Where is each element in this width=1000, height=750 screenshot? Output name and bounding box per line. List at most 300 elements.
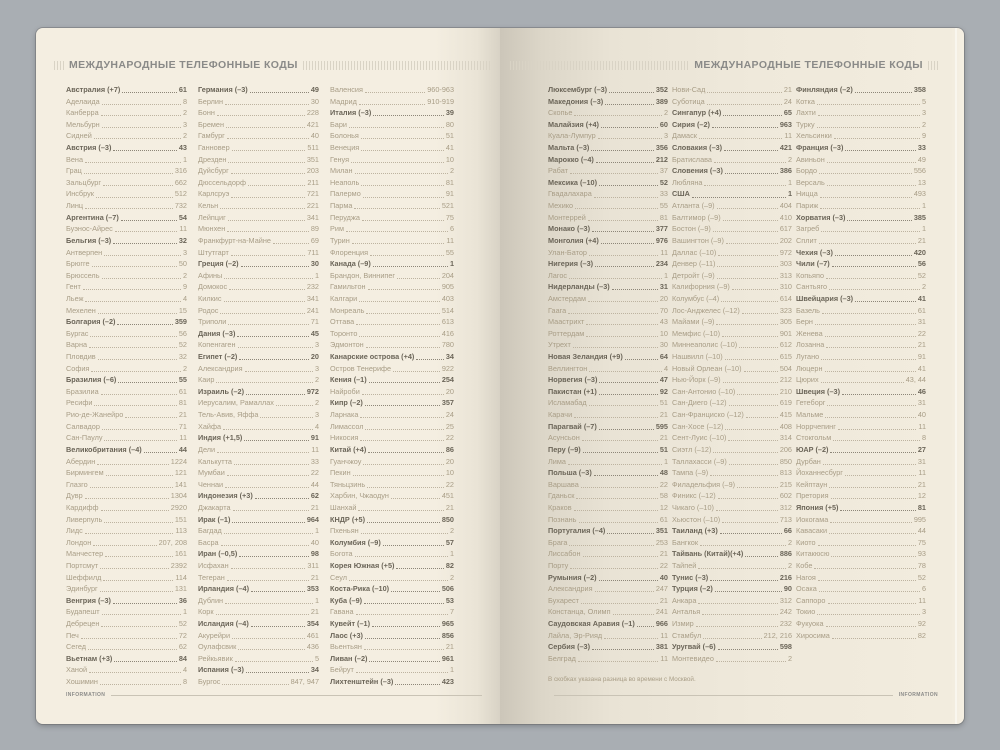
dotted-leader bbox=[365, 397, 440, 406]
entry-code-value: 12 bbox=[659, 502, 668, 512]
entry-name: Осака bbox=[796, 584, 817, 594]
entry-code-value: 910-919 bbox=[427, 96, 454, 106]
dotted-leader bbox=[101, 618, 176, 627]
dotted-leader bbox=[94, 130, 181, 139]
city-code-row bbox=[330, 641, 454, 653]
country-code-row bbox=[548, 641, 668, 653]
entry-name: Тегеран bbox=[198, 572, 225, 582]
code-column bbox=[66, 84, 187, 688]
entry-code-value: 4 bbox=[182, 665, 187, 675]
city-code-row bbox=[330, 339, 454, 351]
entry-code-value: 619 bbox=[779, 398, 792, 408]
dotted-leader bbox=[742, 305, 778, 314]
entry-code-value: 22 bbox=[445, 433, 454, 443]
entry-name: Австралия (+7) bbox=[66, 85, 121, 94]
entry-code-value: 614 bbox=[779, 293, 792, 303]
entry-code-value: 595 bbox=[655, 421, 668, 431]
city-code-row bbox=[198, 142, 319, 154]
dotted-leader bbox=[362, 212, 444, 221]
entry-name: Токио bbox=[796, 607, 816, 617]
entry-code-value: 10 bbox=[445, 468, 454, 478]
entry-code-value: 1 bbox=[449, 259, 454, 269]
dotted-leader bbox=[355, 165, 448, 174]
entry-name: Индия (+1,5) bbox=[198, 433, 243, 443]
city-code-row bbox=[548, 432, 668, 444]
dotted-leader bbox=[845, 142, 915, 151]
city-code-row bbox=[66, 572, 187, 584]
dotted-leader bbox=[718, 247, 778, 256]
entry-name: Калифорния (–9) bbox=[672, 282, 730, 292]
dotted-leader bbox=[365, 84, 425, 93]
codes-columns bbox=[548, 84, 926, 664]
entry-name: Вашингтон (–9) bbox=[672, 235, 724, 245]
city-code-row bbox=[198, 177, 319, 189]
country-code-row bbox=[548, 386, 668, 398]
dotted-leader bbox=[102, 96, 181, 105]
entry-name: Инсбрук bbox=[66, 189, 94, 199]
entry-code-value: 75 bbox=[445, 212, 454, 222]
entry-name: Ченнаи bbox=[198, 479, 224, 489]
city-code-row bbox=[66, 630, 187, 642]
city-code-row bbox=[548, 653, 668, 665]
entry-name: Новая Зеландия (+9) bbox=[548, 352, 623, 362]
dotted-leader bbox=[718, 641, 778, 650]
city-code-row bbox=[672, 328, 792, 340]
dotted-leader bbox=[568, 305, 658, 314]
city-code-row bbox=[66, 421, 187, 433]
entry-name: Дувр bbox=[66, 491, 83, 501]
entry-name: Перуджа bbox=[330, 212, 360, 222]
dotted-leader bbox=[100, 560, 169, 569]
entry-code-value: 241 bbox=[306, 305, 319, 315]
dotted-leader bbox=[820, 188, 912, 197]
entry-code-value: 34 bbox=[310, 665, 319, 675]
dotted-leader bbox=[85, 200, 173, 209]
entry-name: Амстердам bbox=[548, 293, 587, 303]
city-code-row bbox=[198, 305, 319, 317]
city-code-row bbox=[198, 247, 319, 259]
dotted-leader bbox=[725, 421, 777, 430]
city-code-row bbox=[198, 165, 319, 177]
entry-code-value: 58 bbox=[659, 491, 668, 501]
entry-name: Варна bbox=[66, 340, 88, 350]
entry-name: Познань bbox=[548, 514, 577, 524]
country-code-row bbox=[66, 142, 187, 154]
city-code-row bbox=[796, 188, 926, 200]
dotted-leader bbox=[85, 154, 181, 163]
city-code-row bbox=[548, 339, 668, 351]
entry-name: Сидней bbox=[66, 131, 92, 141]
country-code-row bbox=[672, 525, 792, 537]
page-title: МЕЖДУНАРОДНЫЕ ТЕЛЕФОННЫЕ КОДЫ bbox=[69, 59, 298, 71]
dotted-leader bbox=[81, 630, 177, 639]
entry-code-value: 24 bbox=[783, 96, 792, 106]
city-code-row bbox=[672, 305, 792, 317]
country-code-row bbox=[548, 154, 668, 166]
city-code-row bbox=[796, 479, 926, 491]
entry-name: Зальцбург bbox=[66, 177, 102, 187]
dotted-leader bbox=[825, 363, 916, 372]
dotted-leader bbox=[827, 397, 915, 406]
dotted-leader bbox=[396, 560, 443, 569]
entry-name: Кения (–1) bbox=[330, 375, 367, 385]
country-code-row bbox=[548, 84, 668, 96]
entry-name: Кейптаун bbox=[796, 479, 828, 489]
city-code-row bbox=[796, 96, 926, 108]
dotted-leader bbox=[598, 130, 662, 139]
dotted-leader bbox=[228, 212, 305, 221]
entry-code-value: 113 bbox=[175, 526, 187, 536]
dotted-leader bbox=[818, 537, 916, 546]
entry-name: Кувейт (–1) bbox=[330, 619, 371, 629]
dotted-leader bbox=[222, 676, 288, 685]
city-code-row bbox=[672, 223, 792, 235]
dotted-leader bbox=[605, 96, 654, 105]
entry-name: Рейкьявик bbox=[198, 653, 233, 663]
city-code-row bbox=[330, 119, 454, 131]
country-code-row bbox=[672, 641, 792, 653]
entry-name: Перу (–9) bbox=[548, 444, 581, 454]
dotted-leader bbox=[604, 630, 658, 639]
entry-code-value: 2 bbox=[449, 526, 454, 536]
city-code-row bbox=[66, 548, 187, 560]
country-code-row bbox=[330, 514, 454, 526]
entry-code-value: 5 bbox=[921, 96, 926, 106]
entry-code-value: 1 bbox=[787, 177, 792, 187]
dotted-leader bbox=[93, 537, 156, 546]
country-code-row bbox=[66, 595, 187, 607]
dotted-leader bbox=[581, 479, 658, 488]
city-code-row bbox=[66, 96, 187, 108]
entry-name: Венгрия (–3) bbox=[66, 595, 111, 605]
city-code-row bbox=[672, 409, 792, 421]
city-code-row bbox=[330, 223, 454, 235]
dotted-leader bbox=[220, 305, 304, 314]
dotted-leader bbox=[368, 444, 444, 453]
city-code-row bbox=[548, 270, 668, 282]
entry-name: Претория bbox=[796, 491, 829, 501]
entry-name: Александрия bbox=[548, 584, 593, 594]
dotted-leader bbox=[225, 595, 313, 604]
dotted-leader bbox=[356, 316, 440, 325]
dotted-leader bbox=[223, 421, 313, 430]
dotted-leader bbox=[739, 339, 778, 348]
entry-name: Бангкок bbox=[672, 537, 699, 547]
footer-label: INFORMATION bbox=[898, 692, 938, 698]
dotted-leader bbox=[238, 641, 305, 650]
city-code-row bbox=[66, 223, 187, 235]
dotted-leader bbox=[217, 444, 309, 453]
entry-name: Вьетнам (+3) bbox=[66, 653, 113, 663]
entry-code-value: 32 bbox=[178, 352, 187, 362]
dotted-leader bbox=[596, 154, 654, 163]
entry-code-value: 964 bbox=[306, 514, 319, 524]
entry-code-value: 2392 bbox=[170, 560, 187, 570]
entry-code-value: 52 bbox=[178, 340, 187, 350]
dotted-leader bbox=[217, 107, 305, 116]
city-code-row bbox=[548, 363, 668, 375]
entry-name: Финикс (–12) bbox=[672, 491, 716, 501]
entry-code-value: 61 bbox=[178, 85, 187, 94]
entry-code-value: 1 bbox=[449, 665, 454, 675]
city-code-row bbox=[796, 606, 926, 618]
dotted-leader bbox=[370, 247, 444, 256]
entry-name: Вьентьян bbox=[330, 642, 362, 652]
city-code-row bbox=[796, 223, 926, 235]
dotted-leader bbox=[827, 177, 916, 186]
entry-name: Новый Орлеан (–10) bbox=[672, 363, 742, 373]
entry-code-value: 389 bbox=[655, 96, 668, 106]
entry-name: Дебрецен bbox=[66, 619, 100, 629]
city-code-row bbox=[198, 188, 319, 200]
entry-name: Миннеаполис (–10) bbox=[672, 340, 738, 350]
dotted-leader bbox=[104, 432, 177, 441]
country-code-row bbox=[548, 177, 668, 189]
entry-code-value: 2 bbox=[787, 154, 792, 164]
dotted-leader bbox=[237, 328, 308, 337]
city-code-row bbox=[796, 270, 926, 282]
dotted-leader bbox=[574, 409, 658, 418]
entry-name: Краков bbox=[548, 502, 572, 512]
dotted-leader bbox=[248, 177, 305, 186]
entry-code-value: 141 bbox=[174, 479, 187, 489]
city-code-row bbox=[198, 293, 319, 305]
city-code-row bbox=[330, 606, 454, 618]
city-code-row bbox=[330, 293, 454, 305]
entry-code-value: 31 bbox=[917, 317, 926, 327]
dotted-leader bbox=[817, 119, 920, 128]
entry-code-value: 41 bbox=[445, 143, 454, 153]
city-code-row bbox=[330, 548, 454, 560]
dotted-leader bbox=[717, 258, 777, 267]
entry-name: Варшава bbox=[548, 479, 579, 489]
city-code-row bbox=[796, 525, 926, 537]
entry-name: Мексика (–10) bbox=[548, 177, 598, 187]
city-code-row bbox=[672, 421, 792, 433]
entry-code-value: 31 bbox=[659, 282, 668, 292]
entry-code-value: 232 bbox=[779, 619, 792, 629]
entry-code-value: 850 bbox=[441, 514, 454, 524]
city-code-row bbox=[672, 456, 792, 468]
entry-code-value: 202 bbox=[779, 235, 792, 245]
entry-name: Бельгия (–3) bbox=[66, 235, 112, 245]
dotted-leader bbox=[227, 223, 309, 232]
entry-name: Япония (+5) bbox=[796, 502, 839, 512]
entry-code-value: 404 bbox=[779, 201, 792, 211]
dotted-leader bbox=[372, 618, 440, 627]
dotted-leader bbox=[599, 421, 654, 430]
city-code-row bbox=[548, 397, 668, 409]
country-code-row bbox=[672, 583, 792, 595]
dotted-leader bbox=[233, 502, 309, 511]
entry-name: Оттава bbox=[330, 317, 355, 327]
entry-code-value: 30 bbox=[310, 96, 319, 106]
entry-code-value: 92 bbox=[917, 619, 926, 629]
dotted-leader bbox=[595, 583, 654, 592]
entry-name: Флоренция bbox=[330, 247, 369, 257]
entry-code-value: 13 bbox=[917, 177, 926, 187]
entry-name: Маастрихт bbox=[548, 317, 585, 327]
country-code-row bbox=[330, 397, 454, 409]
dotted-leader bbox=[360, 409, 443, 418]
dotted-leader bbox=[825, 409, 916, 418]
dotted-leader bbox=[361, 130, 444, 139]
entry-name: Словакия (–3) bbox=[672, 143, 723, 153]
entry-name: Тель-Авив, Яффа bbox=[198, 410, 259, 420]
country-code-row bbox=[198, 84, 319, 96]
dotted-leader bbox=[224, 270, 313, 279]
entry-name: Бразилия (–6) bbox=[66, 375, 117, 385]
city-code-row bbox=[66, 641, 187, 653]
dotted-leader bbox=[395, 676, 439, 685]
dotted-leader bbox=[710, 572, 778, 581]
city-code-row bbox=[330, 386, 454, 398]
dotted-leader bbox=[251, 618, 305, 627]
dotted-leader bbox=[232, 514, 304, 523]
entry-name: Брюгге bbox=[66, 259, 90, 269]
entry-code-value: 90 bbox=[783, 584, 792, 594]
footer-rule bbox=[554, 695, 893, 696]
entry-code-value: 48 bbox=[659, 468, 668, 478]
entry-name: Лос-Анджелес (–12) bbox=[672, 305, 740, 315]
entry-code-value: 44 bbox=[917, 526, 926, 536]
dotted-leader bbox=[574, 502, 658, 511]
entry-name: Бремен bbox=[198, 119, 225, 129]
entry-code-value: 7 bbox=[449, 607, 454, 617]
entry-name: Авиньон bbox=[796, 154, 825, 164]
dotted-leader bbox=[698, 595, 777, 604]
entry-name: Гамбург bbox=[198, 131, 225, 141]
city-code-row bbox=[66, 664, 187, 676]
entry-name: Тайпей bbox=[672, 560, 697, 570]
dotted-leader bbox=[231, 247, 305, 256]
entry-name: Чехия (–3) bbox=[796, 247, 833, 257]
entry-code-value: 40 bbox=[310, 131, 319, 141]
entry-name: Бразилиа bbox=[66, 386, 99, 396]
entry-code-value: 22 bbox=[445, 479, 454, 489]
dotted-leader bbox=[383, 537, 444, 546]
entry-code-value: 75 bbox=[917, 537, 926, 547]
entry-name: Корея Южная (+5) bbox=[330, 560, 395, 570]
country-code-row bbox=[330, 258, 454, 270]
entry-name: Индонезия (+3) bbox=[198, 491, 253, 501]
entry-code-value: 86 bbox=[445, 444, 454, 454]
entry-name: Рабат bbox=[548, 166, 568, 176]
country-code-row bbox=[330, 653, 454, 665]
dotted-leader bbox=[855, 84, 912, 93]
dotted-leader bbox=[829, 525, 916, 534]
country-code-row bbox=[672, 119, 792, 131]
entry-name: Уругвай (–6) bbox=[672, 642, 716, 652]
entry-name: Мельбурн bbox=[66, 119, 100, 129]
planner-spread bbox=[36, 28, 964, 724]
entry-name: Китакюсю bbox=[796, 549, 830, 559]
entry-code-value: 1 bbox=[314, 595, 319, 605]
dotted-leader bbox=[102, 119, 181, 128]
entry-code-value: 511 bbox=[307, 143, 319, 153]
dotted-leader bbox=[359, 328, 439, 337]
entry-code-value: 49 bbox=[917, 154, 926, 164]
page-title: МЕЖДУНАРОДНЫЕ ТЕЛЕФОННЫЕ КОДЫ bbox=[694, 59, 923, 71]
entry-code-value: 11 bbox=[179, 433, 187, 443]
dotted-leader bbox=[826, 618, 916, 627]
country-code-row bbox=[330, 537, 454, 549]
entry-name: Марокко (–4) bbox=[548, 154, 594, 164]
city-code-row bbox=[672, 235, 792, 247]
dotted-leader bbox=[725, 351, 778, 360]
dotted-leader bbox=[819, 583, 920, 592]
city-code-row bbox=[66, 606, 187, 618]
entry-code-value: 2 bbox=[921, 119, 926, 129]
city-code-row bbox=[548, 130, 668, 142]
city-code-row bbox=[796, 397, 926, 409]
entry-name: Денвер (–11) bbox=[672, 259, 716, 269]
entry-code-value: 961 bbox=[441, 653, 454, 663]
entry-name: Утрехт bbox=[548, 340, 571, 350]
city-code-row bbox=[796, 537, 926, 549]
city-code-row bbox=[198, 676, 319, 688]
entry-name: Валенсия bbox=[330, 85, 363, 94]
entry-name: Польша (–3) bbox=[548, 468, 592, 478]
entry-name: Бургос bbox=[198, 677, 221, 687]
city-code-row bbox=[198, 525, 319, 537]
code-column bbox=[330, 84, 454, 688]
entry-code-value: 84 bbox=[178, 653, 187, 663]
entry-code-value: 253 bbox=[655, 537, 668, 547]
country-code-row bbox=[330, 676, 454, 688]
dotted-leader bbox=[699, 130, 783, 139]
dotted-leader bbox=[592, 641, 654, 650]
country-code-row bbox=[796, 386, 926, 398]
entry-name: Венеция bbox=[330, 143, 360, 153]
entry-name: Улан-Батор bbox=[548, 247, 587, 257]
city-code-row bbox=[548, 188, 668, 200]
dotted-leader bbox=[830, 514, 912, 523]
city-code-row bbox=[548, 165, 668, 177]
city-code-row bbox=[672, 606, 792, 618]
entry-name: Таиланд (+3) bbox=[672, 526, 718, 536]
entry-code-value: 461 bbox=[306, 630, 319, 640]
entry-code-value: 215 bbox=[779, 479, 792, 489]
dotted-leader bbox=[397, 270, 440, 279]
dotted-leader bbox=[373, 107, 444, 116]
entry-name: Йоханнесбург bbox=[796, 468, 843, 478]
city-code-row bbox=[330, 432, 454, 444]
dotted-leader bbox=[368, 281, 440, 290]
city-code-row bbox=[548, 328, 668, 340]
entry-name: Исламабад bbox=[548, 398, 587, 408]
entry-name: Манчестер bbox=[66, 549, 104, 559]
dotted-leader bbox=[238, 339, 313, 348]
city-code-row bbox=[66, 363, 187, 375]
country-code-row bbox=[548, 119, 668, 131]
entry-name: Копенгаген bbox=[198, 340, 236, 350]
city-code-row bbox=[672, 490, 792, 502]
entry-name: Лиссабон bbox=[548, 549, 581, 559]
city-code-row bbox=[198, 606, 319, 618]
entry-code-value: 1 bbox=[787, 189, 792, 199]
dotted-leader bbox=[746, 409, 778, 418]
entry-code-value: 57 bbox=[445, 537, 454, 547]
entry-code-value: 598 bbox=[779, 642, 792, 652]
entry-name: Женева bbox=[796, 328, 823, 338]
entry-name: Любляна bbox=[672, 177, 703, 187]
entry-name: Триполи bbox=[198, 317, 227, 327]
dotted-leader bbox=[828, 595, 917, 604]
entry-code-value: 385 bbox=[913, 212, 926, 222]
entry-name: Египет (–2) bbox=[198, 352, 238, 362]
entry-code-value: 22 bbox=[310, 468, 319, 478]
